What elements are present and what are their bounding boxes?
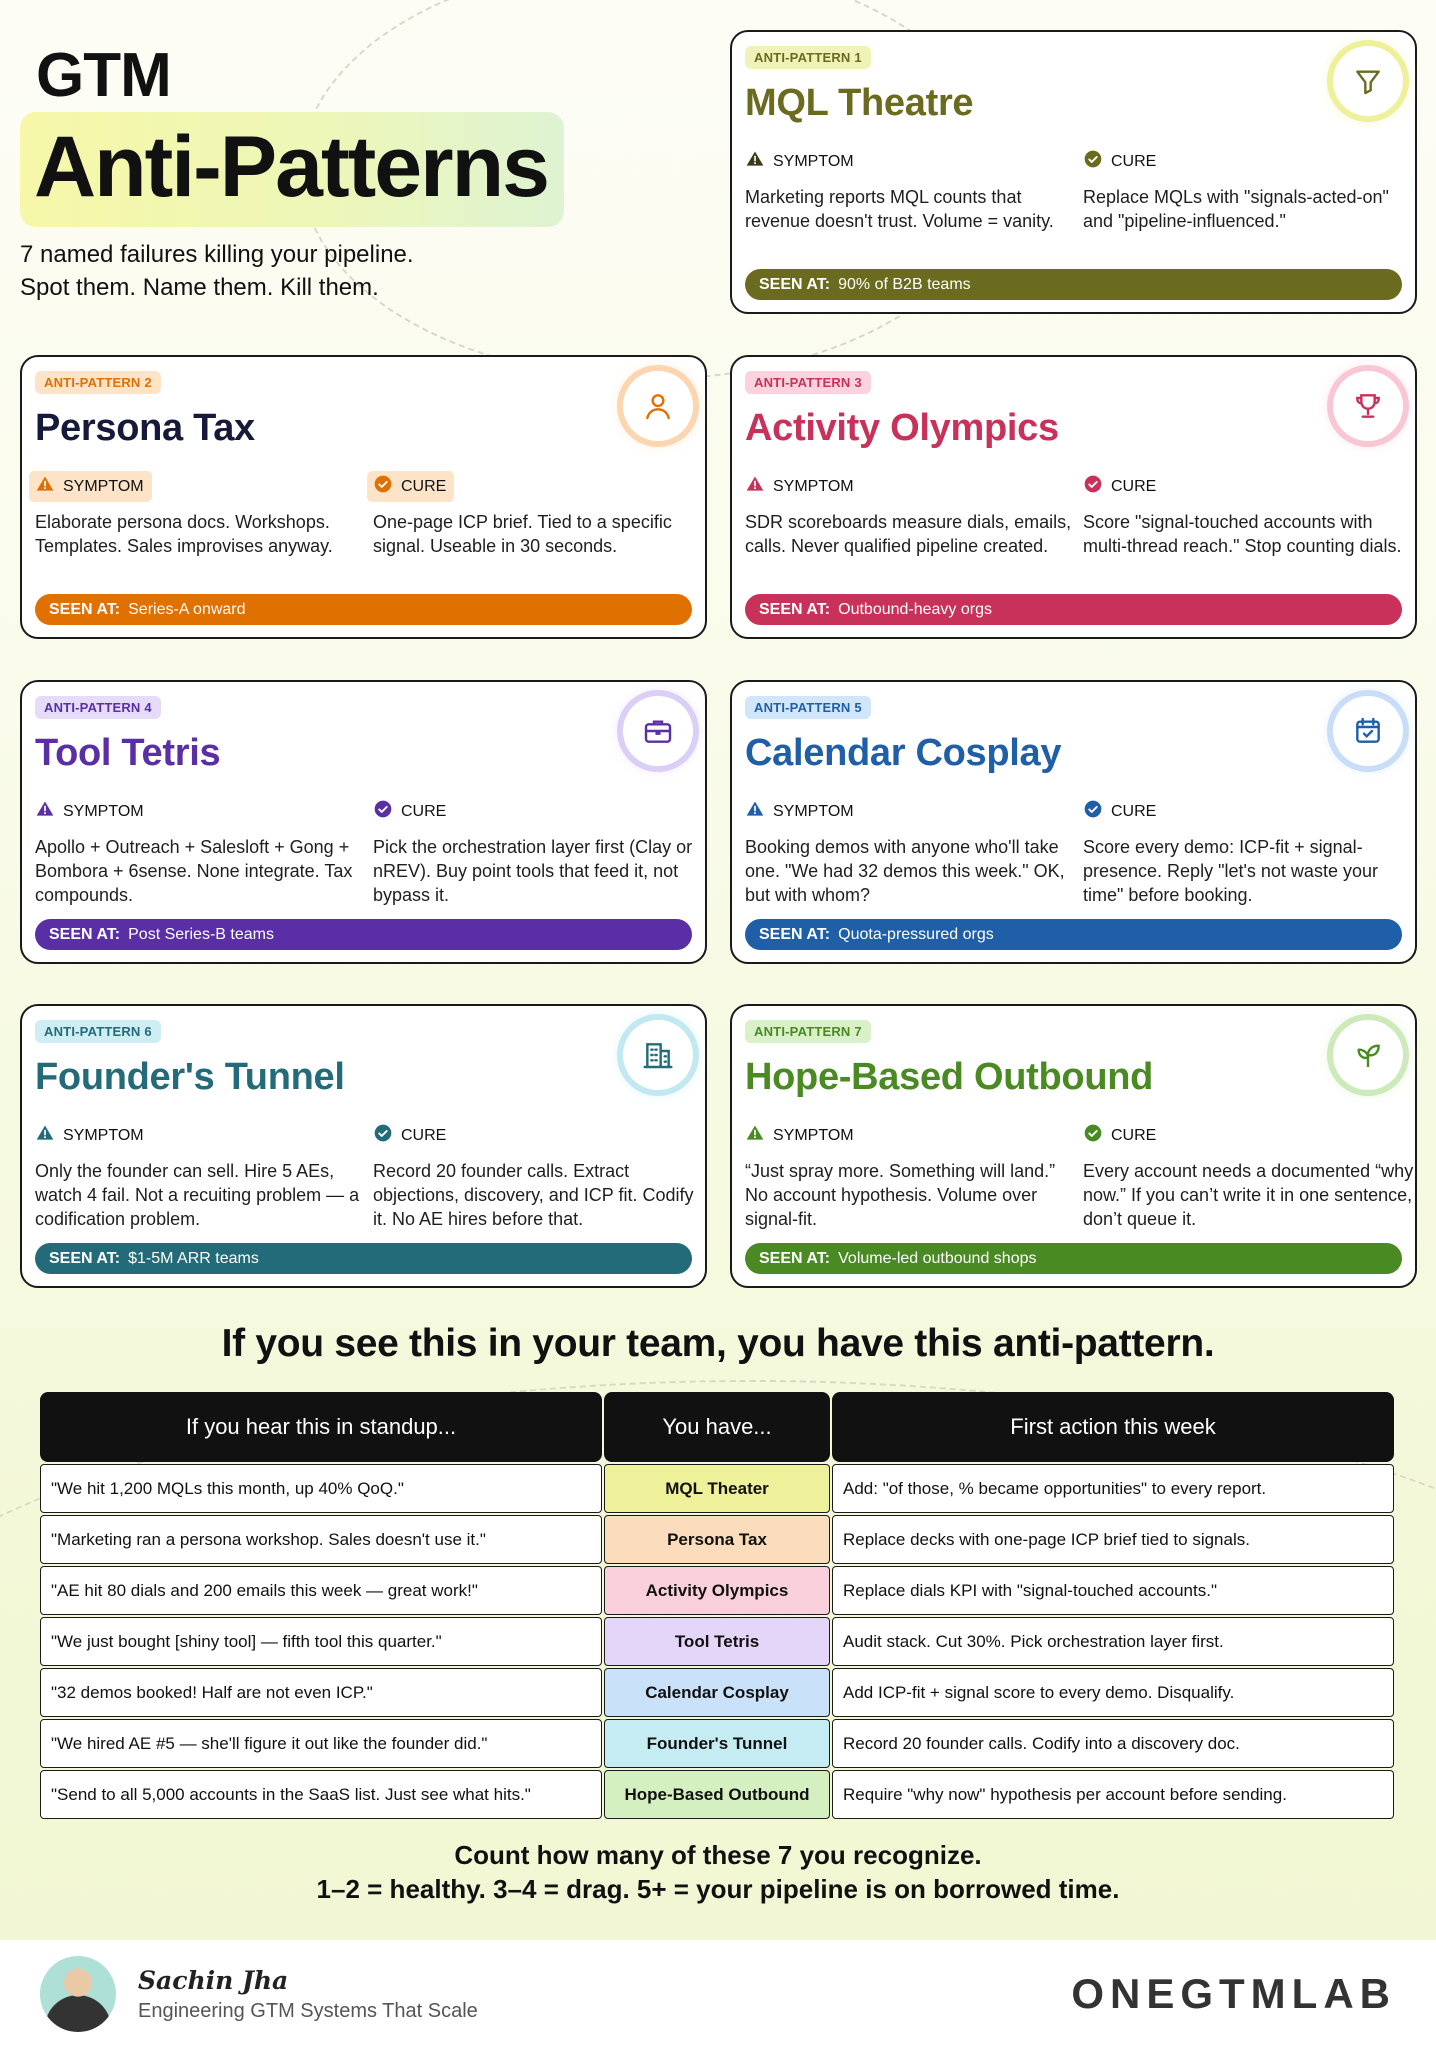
seen-at-bar: SEEN AT: Outbound-heavy orgs (745, 594, 1402, 625)
card-symptom (745, 471, 1080, 558)
table-header-action: First action this week (832, 1392, 1394, 1462)
header-title-small: GTM (36, 41, 171, 110)
header-subtitle-line1: 7 named failures killing your pipeline. (20, 241, 414, 268)
symptom-label: SYMPTOM (739, 1120, 862, 1151)
check-circle-icon (1083, 1123, 1103, 1148)
card-badge: ANTI-PATTERN 3 (745, 371, 871, 394)
pattern-cell: Tool Tetris (604, 1617, 830, 1666)
quote-cell: "We hired AE #5 — she'll figure it out like the founder did." (40, 1719, 602, 1768)
quote-cell: "We just bought [shiny tool] — fifth tool this quarter." (40, 1617, 602, 1666)
table-row (40, 1719, 1396, 1768)
quote-cell: "AE hit 80 dials and 200 emails this week — great work!" (40, 1566, 602, 1615)
funnel-icon (1333, 46, 1403, 116)
cure-text: Record 20 founder calls. Extract objections, discovery, and ICP fit. Codify it. No AE hires before that. (373, 1161, 694, 1229)
seen-at-bar: SEEN AT: Quota-pressured orgs (745, 919, 1402, 950)
anti-pattern-card (20, 680, 707, 964)
symptom-label: SYMPTOM (29, 796, 152, 827)
card-cure (373, 471, 708, 558)
pattern-cell: Activity Olympics (604, 1566, 830, 1615)
card-cure (1083, 471, 1418, 558)
anti-pattern-table (40, 1392, 1396, 1819)
card-title: Tool Tetris (35, 732, 221, 774)
warning-icon (745, 149, 765, 174)
warning-icon (745, 474, 765, 499)
symptom-label: SYMPTOM (29, 471, 152, 502)
card-symptom (35, 1120, 370, 1231)
card-title: MQL Theatre (745, 82, 974, 124)
cure-text: Every account needs a documented “why now.” If you can’t write it in one sentence, don’t queue it. (1083, 1161, 1414, 1229)
card-symptom (745, 146, 1080, 233)
warning-icon (35, 1123, 55, 1148)
seen-at-bar: SEEN AT: Volume-led outbound shops (745, 1243, 1402, 1274)
symptom-label: SYMPTOM (739, 796, 862, 827)
header-subtitle-line2: Spot them. Name them. Kill them. (20, 274, 379, 301)
card-badge: ANTI-PATTERN 7 (745, 1020, 871, 1043)
action-cell: Record 20 founder calls. Codify into a discovery doc. (832, 1719, 1394, 1768)
anti-pattern-card (730, 680, 1417, 964)
cure-label: CURE (1077, 471, 1164, 502)
card-title: Persona Tax (35, 407, 255, 449)
footer-note-line1: Count how many of these 7 you recognize. (454, 1840, 982, 1870)
check-circle-icon (373, 799, 393, 824)
table-header-row (40, 1392, 1396, 1462)
warning-icon (35, 799, 55, 824)
brand-logo: ONEGTMLAB (1071, 1970, 1396, 2017)
pattern-cell: Hope-Based Outbound (604, 1770, 830, 1819)
footer-note-line2: 1–2 = healthy. 3–4 = drag. 5+ = your pipeline is on borrowed time. (316, 1874, 1120, 1904)
card-symptom (35, 471, 370, 558)
cure-label: CURE (367, 1120, 454, 1151)
anti-pattern-card (730, 1004, 1417, 1288)
trophy-icon (1333, 371, 1403, 441)
table-header-quote: If you hear this in standup... (40, 1392, 602, 1462)
seen-at-bar: SEEN AT: Series-A onward (35, 594, 692, 625)
card-cure (373, 796, 708, 907)
anti-pattern-card (20, 355, 707, 639)
warning-icon (745, 1123, 765, 1148)
table-row (40, 1617, 1396, 1666)
action-cell: Replace dials KPI with "signal-touched accounts." (832, 1566, 1394, 1615)
card-title: Hope-Based Outbound (745, 1056, 1154, 1098)
symptom-label: SYMPTOM (739, 146, 862, 177)
cure-label: CURE (1077, 146, 1164, 177)
card-symptom (745, 796, 1080, 907)
action-cell: Add ICP-fit + signal score to every demo. Disqualify. (832, 1668, 1394, 1717)
check-circle-icon (1083, 474, 1103, 499)
card-cure (1083, 146, 1418, 233)
table-row (40, 1770, 1396, 1819)
seen-at-bar: SEEN AT: Post Series-B teams (35, 919, 692, 950)
check-circle-icon (373, 1123, 393, 1148)
check-circle-icon (1083, 799, 1103, 824)
sprout-icon (1333, 1020, 1403, 1090)
anti-pattern-card (20, 1004, 707, 1288)
card-cure (373, 1120, 708, 1231)
symptom-label: SYMPTOM (29, 1120, 152, 1151)
warning-icon (745, 799, 765, 824)
briefcase-icon (623, 696, 693, 766)
pattern-cell: Persona Tax (604, 1515, 830, 1564)
card-title: Activity Olympics (745, 407, 1059, 449)
symptom-text: Only the founder can sell. Hire 5 AEs, watch 4 fail. Not a recuiting problem — a codification problem. (35, 1161, 360, 1229)
card-cure (1083, 796, 1418, 907)
check-circle-icon (373, 474, 393, 499)
building-icon (623, 1020, 693, 1090)
header-subtitle (20, 238, 414, 304)
cure-label: CURE (367, 796, 454, 827)
table-row (40, 1464, 1396, 1513)
anti-pattern-card (730, 30, 1417, 314)
symptom-text: SDR scoreboards measure dials, emails, calls. Never qualified pipeline created. (745, 512, 1072, 556)
anti-pattern-card (730, 355, 1417, 639)
card-badge: ANTI-PATTERN 2 (35, 371, 161, 394)
cure-label: CURE (367, 471, 454, 502)
action-cell: Require "why now" hypothesis per account before sending. (832, 1770, 1394, 1819)
symptom-label: SYMPTOM (739, 471, 862, 502)
calendar-check-icon (1333, 696, 1403, 766)
quote-cell: "Marketing ran a persona workshop. Sales doesn't use it." (40, 1515, 602, 1564)
card-badge: ANTI-PATTERN 4 (35, 696, 161, 719)
warning-icon (35, 474, 55, 499)
cure-text: One-page ICP brief. Tied to a specific signal. Useable in 30 seconds. (373, 512, 672, 556)
avatar (40, 1956, 116, 2032)
action-cell: Add: "of those, % became opportunities" to every report. (832, 1464, 1394, 1513)
header-title-main: Anti-Patterns (20, 112, 564, 227)
table-header-pattern: You have... (604, 1392, 830, 1462)
author-tagline: Engineering GTM Systems That Scale (138, 2000, 478, 2022)
symptom-text: “Just spray more. Something will land.” No account hypothesis. Volume over signal-fit. (745, 1161, 1056, 1229)
check-circle-icon (1083, 149, 1103, 174)
footer-bar (0, 1940, 1436, 2048)
card-title: Founder's Tunnel (35, 1056, 345, 1098)
table-row (40, 1515, 1396, 1564)
author-name: Sachin Jha (138, 1966, 289, 1995)
card-title: Calendar Cosplay (745, 732, 1062, 774)
action-cell: Replace decks with one-page ICP brief tied to signals. (832, 1515, 1394, 1564)
cure-text: Replace MQLs with "signals-acted-on" and "pipeline-influenced." (1083, 187, 1389, 231)
card-symptom (35, 796, 370, 907)
pattern-cell: Founder's Tunnel (604, 1719, 830, 1768)
quote-cell: "32 demos booked! Half are not even ICP." (40, 1668, 602, 1717)
cure-text: Score "signal-touched accounts with multi-thread reach." Stop counting dials. (1083, 512, 1402, 556)
symptom-text: Apollo + Outreach + Salesloft + Gong + Bombora + 6sense. None integrate. Tax compounds. (35, 837, 353, 905)
pattern-cell: Calendar Cosplay (604, 1668, 830, 1717)
card-badge: ANTI-PATTERN 5 (745, 696, 871, 719)
footer-note (0, 1838, 1436, 1906)
card-badge: ANTI-PATTERN 1 (745, 46, 871, 69)
user-icon (623, 371, 693, 441)
table-section-title: If you see this in your team, you have this anti-pattern. (221, 1322, 1215, 1365)
quote-cell: "We hit 1,200 MQLs this month, up 40% QoQ." (40, 1464, 602, 1513)
card-cure (1083, 1120, 1418, 1231)
card-symptom (745, 1120, 1080, 1231)
symptom-text: Booking demos with anyone who'll take one. "We had 32 demos this week." OK, but with whom? (745, 837, 1065, 905)
quote-cell: "Send to all 5,000 accounts in the SaaS list. Just see what hits." (40, 1770, 602, 1819)
card-badge: ANTI-PATTERN 6 (35, 1020, 161, 1043)
symptom-text: Marketing reports MQL counts that revenue doesn't trust. Volume = vanity. (745, 187, 1054, 231)
pattern-cell: MQL Theater (604, 1464, 830, 1513)
cure-text: Score every demo: ICP-fit + signal-presence. Reply "let's not waste your time" before booking. (1083, 837, 1378, 905)
symptom-text: Elaborate persona docs. Workshops. Templates. Sales improvises anyway. (35, 512, 333, 556)
action-cell: Audit stack. Cut 30%. Pick orchestration layer first. (832, 1617, 1394, 1666)
cure-text: Pick the orchestration layer first (Clay or nREV). Buy point tools that feed it, not bypass it. (373, 837, 693, 905)
seen-at-bar: SEEN AT: $1-5M ARR teams (35, 1243, 692, 1274)
table-row (40, 1668, 1396, 1717)
table-row (40, 1566, 1396, 1615)
cure-label: CURE (1077, 796, 1164, 827)
cure-label: CURE (1077, 1120, 1164, 1151)
seen-at-bar: SEEN AT: 90% of B2B teams (745, 269, 1402, 300)
